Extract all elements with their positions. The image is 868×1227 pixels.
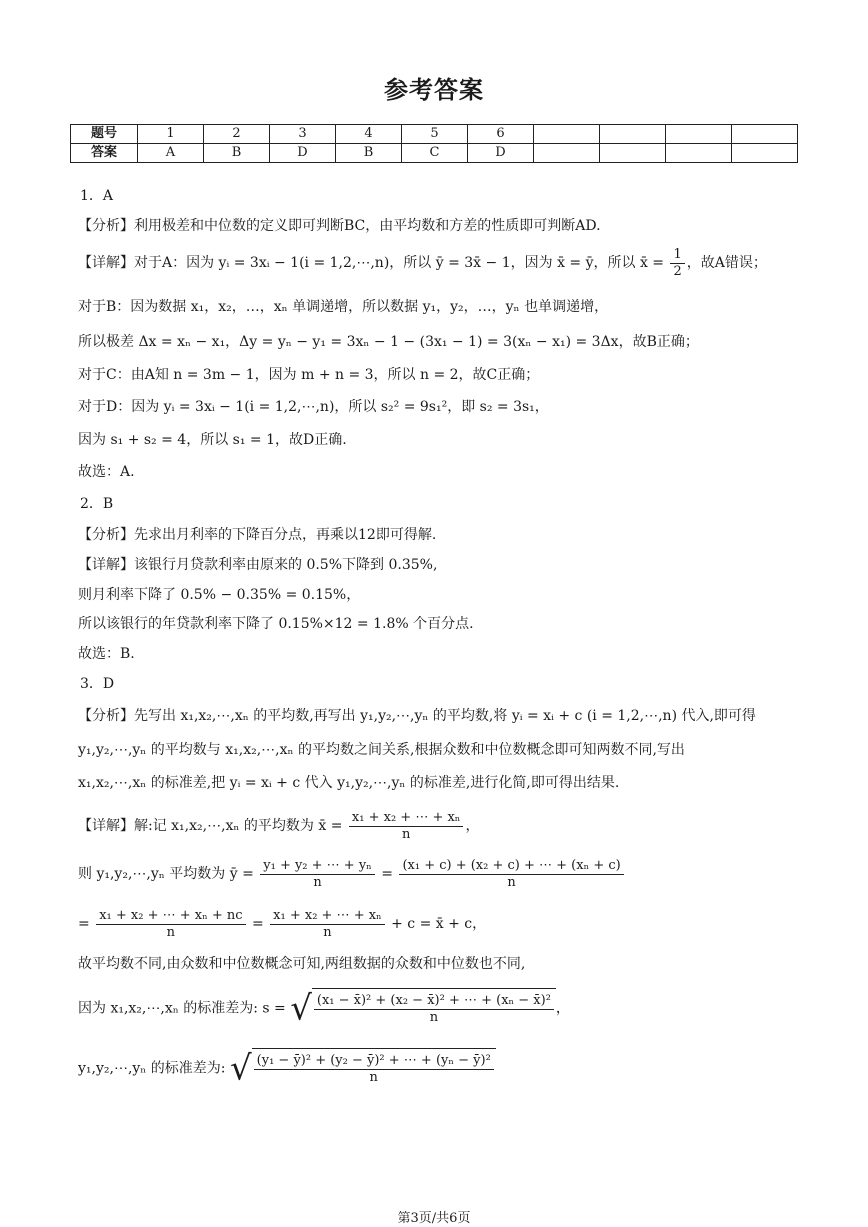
- table-cell-answer: C: [402, 144, 468, 163]
- equals-sign: =: [376, 866, 398, 882]
- radical-icon: √: [290, 988, 312, 1029]
- fraction-denominator: n: [166, 924, 176, 940]
- q3-simplify-start: =: [78, 916, 95, 932]
- fraction-numerator: x₁ + x₂ + ⋯ + xₙ: [349, 810, 464, 827]
- fraction-denominator: n: [369, 1069, 378, 1085]
- q3-std-x-fraction: [314, 993, 554, 1026]
- q3-std-x: [78, 988, 570, 1029]
- radical-icon: √: [229, 1048, 252, 1089]
- q3-std-y-text: y₁,y₂,⋯,yₙ 的标准差为:: [78, 1060, 230, 1077]
- table-cell-number: [600, 125, 666, 144]
- sqrt-body: [312, 988, 556, 1029]
- q3-analysis-1: 【分析】先写出 x₁,x₂,⋯,xₙ 的平均数,再写出 y₁,y₂,⋯,yₙ 的平均数,将 yᵢ = xᵢ + c (i = 1,2,⋯,n) 代入,即可得: [78, 708, 756, 724]
- q2-yearly: 所以该银行的年贷款利率下降了 0.15%×12 = 1.8% 个百分点.: [78, 616, 474, 632]
- q3-analysis-2: y₁,y₂,⋯,yₙ 的平均数与 x₁,x₂,⋯,xₙ 的平均数之间关系,根据众数和中位数概念即可知两数不同,写出: [78, 742, 685, 758]
- q3-std-y: [78, 1048, 496, 1089]
- answer-table-answer-row: [71, 144, 798, 163]
- fraction-numerator: (x₁ − x̄)² + (x₂ − x̄)² + ⋯ + (xₙ − x̄)²: [314, 993, 554, 1010]
- table-cell-answer: [534, 144, 600, 163]
- q1-choice: 故选：A.: [78, 464, 135, 480]
- q1-option-b: 对于B：因为数据 x₁，x₂，…，xₙ 单调递增，所以数据 y₁，y₂，…，yₙ 也单调递增，: [78, 299, 609, 315]
- q3-mode-median: 故平均数不同,由众数和中位数概念可知,两组数据的众数和中位数也不同,: [78, 956, 526, 972]
- q3-mean-x: [78, 808, 479, 844]
- sqrt-sign: [230, 1048, 496, 1089]
- q1-heading: 1．A: [80, 188, 114, 204]
- q3-simplify-fraction-2: [270, 908, 385, 941]
- q1-detail-tail: ，故A错误；: [686, 255, 767, 271]
- q1-fraction: [670, 247, 684, 280]
- table-cell-answer: [732, 144, 798, 163]
- q2-monthly: 则月利率下降了 0.5% − 0.35% = 0.15%，: [78, 587, 361, 603]
- answer-table-number-row: [71, 125, 798, 144]
- fraction-denominator: 2: [673, 263, 682, 279]
- q3-mean-x-tail: ，: [465, 818, 480, 834]
- q3-mean-x-text: 【详解】解:记 x₁,x₂,⋯,xₙ 的平均数为 x̄ =: [78, 818, 347, 834]
- table-cell-answer: B: [336, 144, 402, 163]
- table-cell-number: 4: [336, 125, 402, 144]
- table-cell-number: 2: [204, 125, 270, 144]
- q1-range: 所以极差 Δx = xₙ − x₁，Δy = yₙ − y₁ = 3xₙ − 1 − (3x₁ − 1) = 3(xₙ − x₁) = 3Δx，故B正确；: [78, 334, 699, 350]
- fraction-numerator: (x₁ + c) + (x₂ + c) + ⋯ + (xₙ + c): [399, 858, 623, 875]
- fraction-numerator: (y₁ − ȳ)² + (y₂ − ȳ)² + ⋯ + (yₙ − ȳ)²: [254, 1053, 494, 1070]
- fraction-denominator: n: [507, 874, 516, 890]
- fraction-numerator: 1: [670, 247, 684, 264]
- sqrt-sign: [290, 988, 556, 1029]
- q3-simplify-fraction-1: [96, 908, 245, 941]
- q2-heading: 2．B: [80, 496, 114, 512]
- q3-mean-x-fraction: [349, 810, 464, 843]
- q2-detail: 【详解】该银行月贷款利率由原来的 0.5%下降到 0.35%,: [78, 557, 438, 573]
- q1-detail-text: 【详解】对于A：因为 yᵢ = 3xᵢ − 1(i = 1,2,⋯,n)，所以 ȳ = 3x̄ − 1，因为 x̄ = ȳ，所以 x̄ =: [78, 255, 669, 271]
- table-cell-number: 5: [402, 125, 468, 144]
- q1-analysis: 【分析】利用极差和中位数的定义即可判断BC，由平均数和方差的性质即可判断AD.: [78, 218, 601, 234]
- table-cell-number: [732, 125, 798, 144]
- q1-conclusion: 因为 s₁ + s₂ = 4，所以 s₁ = 1，故D正确.: [78, 432, 347, 448]
- table-cell-answer: B: [204, 144, 270, 163]
- q3-mean-y-text: 则 y₁,y₂,⋯,yₙ 平均数为 ȳ =: [78, 866, 259, 882]
- table-cell-answer: D: [270, 144, 336, 163]
- fraction-denominator: n: [401, 826, 411, 842]
- q3-mean-y-fraction-2: [399, 858, 623, 891]
- fraction-numerator: x₁ + x₂ + ⋯ + xₙ + nc: [96, 908, 245, 925]
- fraction-denominator: n: [313, 874, 322, 890]
- table-cell-number: 6: [468, 125, 534, 144]
- page-footer: 第3页/共6页: [397, 1211, 471, 1226]
- q1-option-c: 对于C：由A知 n = 3m − 1，因为 m + n = 3，所以 n = 2，故C正确；: [78, 367, 540, 383]
- q3-mean-y-fraction-1: [260, 858, 375, 891]
- q2-choice: 故选：B.: [78, 646, 135, 662]
- answer-table: [70, 124, 798, 163]
- table-cell-answer: [666, 144, 732, 163]
- table-cell-number: [534, 125, 600, 144]
- table-cell-number: 3: [270, 125, 336, 144]
- table-cell-answer: D: [468, 144, 534, 163]
- q3-heading: 3．D: [80, 676, 115, 692]
- q1-detail-line: [78, 246, 767, 282]
- q3-simplify-tail: + c = x̄ + c，: [386, 916, 487, 932]
- table-cell-number: [666, 125, 732, 144]
- q3-std-x-text: 因为 x₁,x₂,⋯,xₙ 的标准差为: s =: [78, 1000, 291, 1017]
- fraction-denominator: n: [323, 924, 332, 940]
- q3-simplify: [78, 906, 486, 942]
- table-header-answer: 答案: [71, 144, 138, 163]
- table-header-number: 题号: [71, 125, 138, 144]
- q3-std-y-fraction: [254, 1053, 494, 1086]
- table-cell-answer: [600, 144, 666, 163]
- page-title: 参考答案: [384, 76, 484, 104]
- sqrt-body: [252, 1048, 496, 1089]
- q2-analysis: 【分析】先求出月利率的下降百分点，再乘以12即可得解.: [78, 527, 437, 543]
- fraction-numerator: x₁ + x₂ + ⋯ + xₙ: [270, 908, 385, 925]
- equals-sign: =: [247, 916, 269, 932]
- q3-analysis-3: x₁,x₂,⋯,xₙ 的标准差,把 yᵢ = xᵢ + c 代入 y₁,y₂,⋯,yₙ 的标准差,进行化简,即可得出结果.: [78, 775, 620, 791]
- q1-option-d: 对于D：因为 yᵢ = 3xᵢ − 1(i = 1,2,⋯,n)，所以 s₂² = 9s₁²，即 s₂ = 3s₁，: [78, 399, 549, 415]
- q3-std-x-tail: ，: [555, 1000, 570, 1017]
- fraction-numerator: y₁ + y₂ + ⋯ + yₙ: [260, 858, 375, 875]
- table-cell-answer: A: [138, 144, 204, 163]
- q3-mean-y: [78, 856, 626, 892]
- table-cell-number: 1: [138, 125, 204, 144]
- fraction-denominator: n: [429, 1009, 439, 1025]
